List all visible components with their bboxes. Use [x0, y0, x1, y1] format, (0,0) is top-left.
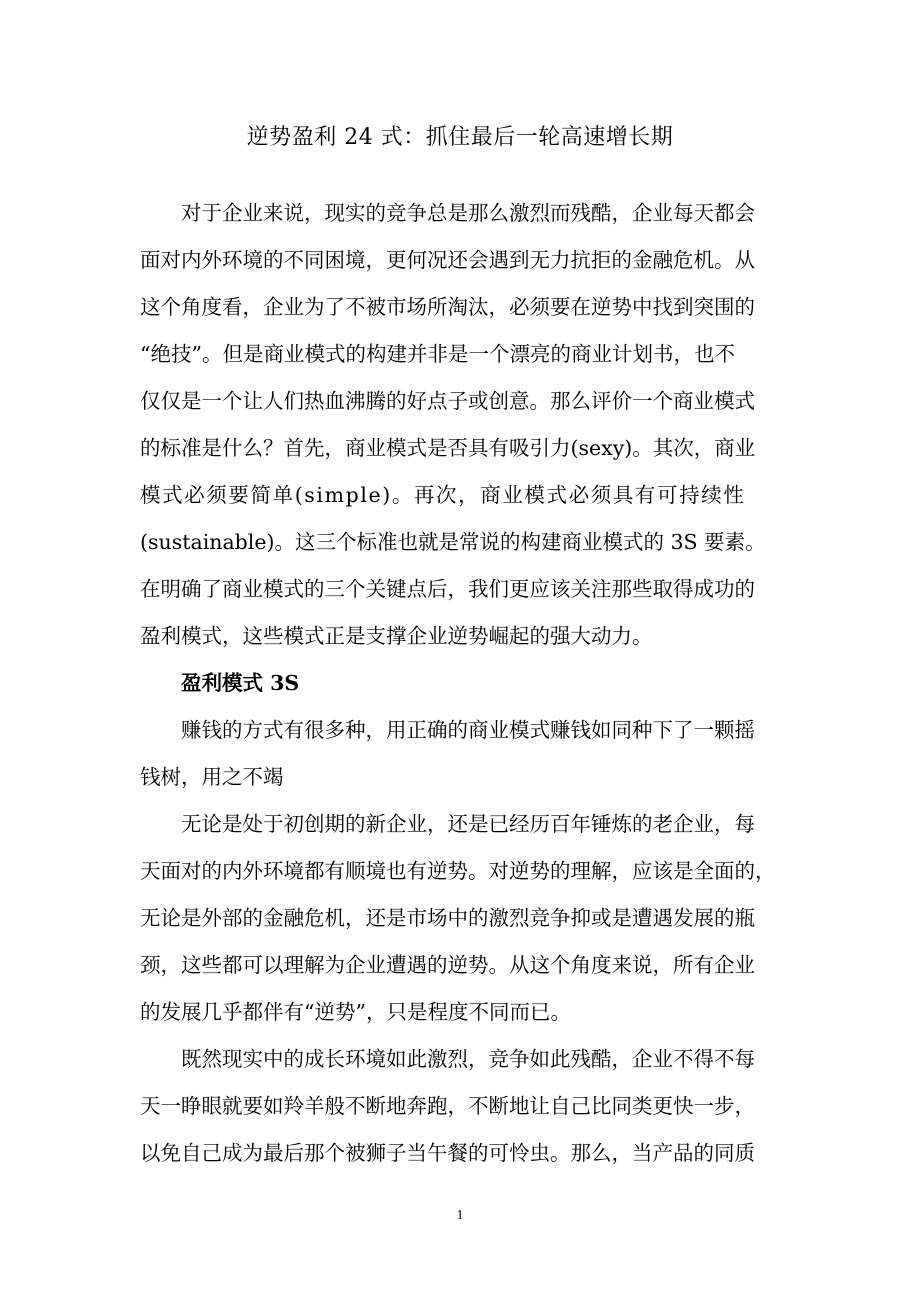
paragraph-line: 面对内外环境的不同困境，更何况还会遇到无力抗拒的金融危机。从 — [140, 248, 755, 272]
paragraph-line: 的发展几乎都伴有“逆势”，只是程度不同而已。 — [140, 1000, 571, 1024]
paragraph-line: 对于企业来说，现实的竞争总是那么激烈而残酷，企业每天都会 — [181, 201, 755, 225]
paragraph-line: 颈，这些都可以理解为企业遭遇的逆势。从这个角度来说，所有企业 — [140, 953, 755, 977]
document-title: 逆势盈利 24 式：抓住最后一轮高速增长期 — [246, 125, 674, 150]
paragraph-line: 模式必须要简单(simple)。再次，商业模式必须具有可持续性 — [140, 483, 746, 507]
section-heading: 盈利模式 3S — [181, 671, 300, 695]
paragraph-line: 在明确了商业模式的三个关键点后，我们更应该关注那些取得成功的 — [140, 577, 755, 601]
paragraph-line: 无论是外部的金融危机，还是市场中的激烈竞争抑或是遭遇发展的瓶 — [140, 906, 755, 930]
paragraph-line: 既然现实中的成长环境如此激烈，竞争如此残酷，企业不得不每 — [181, 1047, 755, 1071]
paragraph-line: 盈利模式，这些模式正是支撑企业逆势崛起的强大动力。 — [140, 624, 653, 648]
paragraph-money-tree — [140, 707, 782, 801]
paragraph-competition — [140, 1036, 782, 1177]
paragraph-line: 以免自己成为最后那个被狮子当午餐的可怜虫。那么，当产品的同质 — [140, 1141, 755, 1165]
paragraph-line: 仅仅是一个让人们热血沸腾的好点子或创意。那么评价一个商业模式 — [140, 389, 755, 413]
paragraph-line: 赚钱的方式有很多种，用正确的商业模式赚钱如同种下了一颗摇 — [181, 718, 755, 742]
paragraph-line: 这个角度看，企业为了不被市场所淘汰，必须要在逆势中找到突围的 — [140, 295, 755, 319]
paragraph-adversity — [140, 801, 782, 1036]
page-number: 1 — [456, 1208, 464, 1223]
paragraph-line: 钱树，用之不竭 — [140, 765, 284, 789]
paragraph-line: (sustainable)。这三个标准也就是常说的构建商业模式的 3S 要素。 — [140, 530, 766, 554]
paragraph-line: 的标准是什么？首先，商业模式是否具有吸引力(sexy)。其次，商业 — [140, 436, 756, 460]
paragraph-line: “绝技”。但是商业模式的构建并非是一个漂亮的商业计划书，也不 — [140, 342, 735, 366]
paragraph-intro — [140, 190, 782, 660]
paragraph-line: 天一睁眼就要如羚羊般不断地奔跑，不断地让自己比同类更快一步， — [140, 1094, 755, 1118]
paragraph-line: 无论是处于初创期的新企业，还是已经历百年锤炼的老企业，每 — [181, 812, 755, 836]
paragraph-line: 天面对的内外环境都有顺境也有逆势。对逆势的理解，应该是全面的， — [140, 859, 776, 883]
section-heading-wrap — [140, 660, 782, 707]
document-body — [140, 190, 782, 1177]
